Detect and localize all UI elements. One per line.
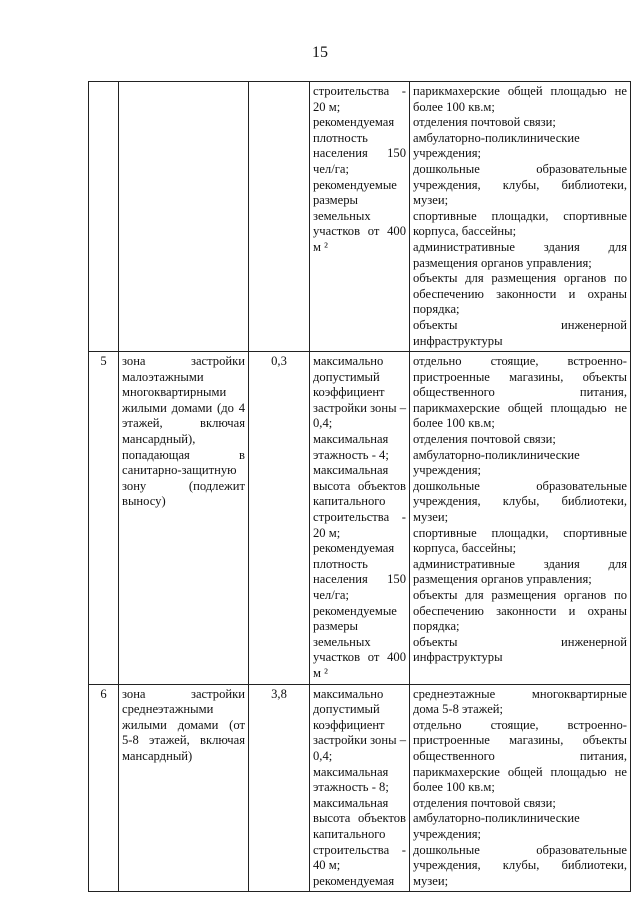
params-line: допустимый [313, 702, 380, 717]
params-line: земельных [313, 208, 371, 223]
params-line: 0,4; [313, 416, 333, 431]
params-line: рекомендуемая [313, 873, 395, 888]
parameters-cell [310, 684, 410, 892]
zone-line: попадающая в [122, 447, 245, 462]
uses-line: пристроенные магазины, объекты [413, 369, 627, 384]
uses-line: спортивные площадки, спортивные [413, 208, 627, 223]
params-line: населения 150 [313, 146, 406, 161]
params-line: 0,4; [313, 748, 333, 763]
params-line: чел/га; [313, 588, 349, 602]
uses-line: дошкольные образовательные [413, 842, 627, 857]
uses-line: порядка; [413, 302, 460, 317]
uses-line: объекты для размещения органов по [413, 588, 627, 602]
uses-line: отделения почтовой связи; [413, 432, 556, 447]
zone-name-cell [119, 82, 249, 352]
uses-line: парикмахерские общей площадью не [413, 764, 627, 779]
params-line: 20 м; [313, 99, 341, 114]
coefficient-value: 0,3 [271, 354, 287, 369]
zone-line: жилыми домами (до 4 [122, 400, 245, 415]
coefficient-cell [249, 82, 310, 352]
zone-name-cell [119, 352, 249, 684]
uses-line: инфраструктуры [413, 650, 503, 665]
zone-line: 5-8 этажей, включая [122, 733, 245, 748]
params-line: капитального [313, 494, 386, 509]
zone-line: среднеэтажными [122, 702, 214, 717]
params-line: размеры [313, 619, 359, 634]
uses-line: отделения почтовой связи; [413, 795, 556, 810]
uses-line: учреждения, клубы, библиотеки, [413, 858, 627, 873]
uses-line: учреждения, клубы, библиотеки, [413, 494, 627, 509]
uses-line: порядка; [413, 619, 460, 634]
params-line: максимальная [313, 463, 389, 478]
uses-line: музеи; [413, 873, 449, 888]
params-line: застройки зоны – [313, 733, 406, 748]
params-line: максимальная [313, 432, 389, 447]
params-line: м ² [313, 239, 328, 254]
uses-line: амбулаторно-поликлинические [413, 811, 580, 826]
params-line: участков от 400 [313, 650, 406, 665]
uses-line: административные здания для [413, 556, 627, 571]
params-line: строительства - [313, 510, 406, 525]
zone-line: мансардный) [122, 748, 193, 763]
uses-line: корпуса, бассейны; [413, 541, 517, 556]
uses-line: учреждения; [413, 146, 481, 161]
uses-line: обеспечению законности и охраны [413, 286, 627, 301]
uses-line: дома 5-8 этажей; [413, 702, 504, 717]
coefficient-cell [249, 352, 310, 684]
uses-line: дошкольные образовательные [413, 478, 627, 493]
page-number: 15 [312, 44, 328, 61]
zone-line: жилыми домами (от [122, 717, 245, 732]
table-row [89, 352, 631, 684]
coefficient-cell [249, 684, 310, 892]
uses-line: обеспечению законности и охраны [413, 603, 627, 618]
uses-line: инфраструктуры [413, 333, 503, 348]
row-number-cell [89, 684, 119, 892]
uses-line: отдельно стоящие, встроенно- [413, 354, 627, 369]
uses-line: более 100 кв.м; [413, 416, 495, 431]
params-line: размеры [313, 193, 359, 208]
uses-line: отдельно стоящие, встроенно- [413, 717, 627, 732]
uses-line: музеи; [413, 193, 449, 208]
table-row [89, 684, 631, 892]
params-line: допустимый [313, 369, 380, 384]
permitted-uses-cell [410, 82, 631, 352]
uses-line: дошкольные образовательные [413, 161, 627, 176]
uses-line: музеи; [413, 510, 449, 525]
params-line: максимально [313, 686, 384, 701]
zone-line: зона застройки [122, 354, 245, 369]
uses-line: более 100 кв.м; [413, 99, 495, 114]
params-line: 40 м; [313, 858, 341, 873]
params-line: застройки зоны – [313, 400, 406, 415]
params-line: максимальная [313, 764, 389, 779]
uses-line: учреждения; [413, 826, 481, 841]
params-line: высота объектов [313, 811, 406, 826]
params-line: максимальная [313, 795, 389, 810]
zone-line: санитарно-защитную [122, 463, 237, 478]
params-line: коэффициент [313, 717, 385, 732]
row-number-cell [89, 352, 119, 684]
zone-line: зону (подлежит [122, 478, 245, 493]
uses-line: общественного питания, [413, 748, 627, 763]
uses-line: административные здания для [413, 239, 627, 254]
uses-line: амбулаторно-поликлинические [413, 447, 580, 462]
permitted-uses-cell [410, 352, 631, 684]
zone-line: многоквартирными [122, 385, 227, 400]
uses-line: объекты инженерной [413, 634, 627, 649]
params-line: капитального [313, 826, 386, 841]
params-line: строительства - [313, 84, 406, 98]
params-line: населения 150 [313, 572, 406, 587]
zone-line: этажей, включая [122, 416, 245, 431]
parameters-cell [310, 82, 410, 352]
params-line: плотность [313, 130, 368, 145]
uses-line: размещения органов управления; [413, 572, 592, 587]
uses-line: общественного питания, [413, 385, 627, 400]
params-line: рекомендуемая [313, 541, 395, 556]
params-line: рекомендуемые [313, 603, 397, 618]
uses-line: размещения органов управления; [413, 255, 592, 270]
params-line: 20 м; [313, 525, 341, 540]
params-line: этажность - 8; [313, 780, 389, 795]
table-row [89, 82, 631, 352]
params-line: максимально [313, 354, 384, 369]
params-line: м ² [313, 665, 328, 680]
uses-line: отделения почтовой связи; [413, 115, 556, 130]
params-line: коэффициент [313, 385, 385, 400]
params-line: строительства - [313, 842, 406, 857]
zones-table [88, 81, 631, 892]
zone-line: мансардный), [122, 432, 196, 447]
permitted-uses-cell [410, 684, 631, 892]
uses-line: парикмахерские общей площадью не [413, 84, 627, 98]
uses-line: корпуса, бассейны; [413, 224, 517, 239]
row-number: 5 [100, 354, 107, 369]
params-line: земельных [313, 634, 371, 649]
row-number: 6 [100, 686, 107, 701]
params-line: рекомендуемая [313, 115, 395, 130]
uses-line: учреждения, клубы, библиотеки, [413, 177, 627, 192]
uses-line: парикмахерские общей площадью не [413, 400, 627, 415]
parameters-cell [310, 352, 410, 684]
uses-line: объекты для размещения органов по [413, 271, 627, 286]
params-line: участков от 400 [313, 224, 406, 239]
params-line: этажность - 4; [313, 447, 389, 462]
params-line: рекомендуемые [313, 177, 397, 192]
uses-line: среднеэтажные многоквартирные [413, 686, 627, 701]
uses-line: пристроенные магазины, объекты [413, 733, 627, 748]
zone-line: зона застройки [122, 686, 245, 701]
coefficient-value: 3,8 [271, 686, 287, 701]
uses-line: более 100 кв.м; [413, 780, 495, 795]
uses-line: объекты инженерной [413, 317, 627, 332]
zone-name-cell [119, 684, 249, 892]
params-line: чел/га; [313, 161, 349, 176]
uses-line: учреждения; [413, 463, 481, 478]
row-number-cell [89, 82, 119, 352]
params-line: высота объектов [313, 478, 406, 493]
uses-line: спортивные площадки, спортивные [413, 525, 627, 540]
zone-line: выносу) [122, 494, 166, 509]
uses-line: амбулаторно-поликлинические [413, 130, 580, 145]
params-line: плотность [313, 556, 368, 571]
zone-line: малоэтажными [122, 369, 204, 384]
